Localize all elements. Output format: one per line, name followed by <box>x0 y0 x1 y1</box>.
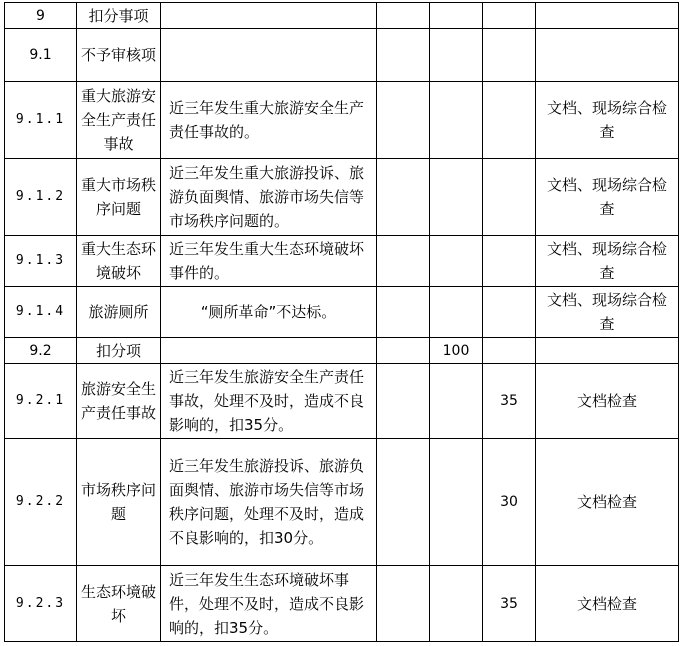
row-method: 文档、现场综合检查 <box>536 159 679 236</box>
deduction-table <box>4 2 679 642</box>
row-col5: 100 <box>430 338 483 364</box>
row-col6: 30 <box>483 439 536 566</box>
row-name: 市场秩序问题 <box>77 439 161 566</box>
table-row <box>5 29 679 82</box>
row-col4 <box>377 439 430 566</box>
row-col4 <box>377 364 430 439</box>
row-col5 <box>430 82 483 159</box>
row-item: 近三年发生重大旅游安全生产责任事故的。 <box>161 82 377 159</box>
row-name: 扣分事项 <box>77 3 161 29</box>
row-col5 <box>430 287 483 338</box>
row-name: 重大生态环境破坏 <box>77 236 161 287</box>
row-name: 扣分项 <box>77 338 161 364</box>
row-method <box>536 338 679 364</box>
row-method <box>536 29 679 82</box>
row-method: 文档、现场综合检查 <box>536 82 679 159</box>
row-code: 9 <box>5 3 77 29</box>
row-item <box>161 3 377 29</box>
row-name: 不予审核项 <box>77 29 161 82</box>
row-name: 重大旅游安全生产责任事故 <box>77 82 161 159</box>
table-row <box>5 82 679 159</box>
row-method <box>536 3 679 29</box>
row-col5 <box>430 364 483 439</box>
row-method: 文档检查 <box>536 364 679 439</box>
row-code: 9.2.2 <box>5 439 77 566</box>
row-item: 近三年发生重大生态环境破坏事件的。 <box>161 236 377 287</box>
row-code: 9.1 <box>5 29 77 82</box>
row-col6 <box>483 82 536 159</box>
row-name: 重大市场秩序问题 <box>77 159 161 236</box>
row-col6 <box>483 236 536 287</box>
row-item: 近三年发生旅游安全生产责任事故，处理不及时，造成不良影响的，扣35分。 <box>161 364 377 439</box>
table-row <box>5 338 679 364</box>
row-col4 <box>377 29 430 82</box>
row-method: 文档检查 <box>536 439 679 566</box>
row-item: 近三年发生重大旅游投诉、旅游负面舆情、旅游市场失信等市场秩序问题的。 <box>161 159 377 236</box>
row-col6: 35 <box>483 364 536 439</box>
row-col4 <box>377 566 430 642</box>
table-row <box>5 287 679 338</box>
row-col4 <box>377 3 430 29</box>
table-row <box>5 236 679 287</box>
row-col6: 35 <box>483 566 536 642</box>
row-col6 <box>483 29 536 82</box>
row-col4 <box>377 236 430 287</box>
row-code: 9.2.3 <box>5 566 77 642</box>
table-row <box>5 439 679 566</box>
row-col5 <box>430 29 483 82</box>
row-col6 <box>483 338 536 364</box>
table-row <box>5 159 679 236</box>
row-col5 <box>430 3 483 29</box>
row-name: 生态环境破坏 <box>77 566 161 642</box>
row-col4 <box>377 287 430 338</box>
row-col5 <box>430 566 483 642</box>
row-code: 9.1.3 <box>5 236 77 287</box>
row-code: 9.2 <box>5 338 77 364</box>
row-item <box>161 29 377 82</box>
row-item: 近三年发生旅游投诉、旅游负面舆情、旅游市场失信等市场秩序问题，处理不及时，造成不良影响的，扣30分。 <box>161 439 377 566</box>
row-col6 <box>483 3 536 29</box>
table-row <box>5 364 679 439</box>
row-method: 文档检查 <box>536 566 679 642</box>
row-code: 9.1.1 <box>5 82 77 159</box>
row-item: “厕所革命”不达标。 <box>161 287 377 338</box>
row-method: 文档、现场综合检查 <box>536 236 679 287</box>
row-col5 <box>430 159 483 236</box>
table-row <box>5 3 679 29</box>
row-method: 文档、现场综合检查 <box>536 287 679 338</box>
row-col4 <box>377 82 430 159</box>
row-col4 <box>377 159 430 236</box>
row-name: 旅游厕所 <box>77 287 161 338</box>
table-row <box>5 566 679 642</box>
row-col4 <box>377 338 430 364</box>
row-item <box>161 338 377 364</box>
row-code: 9.1.2 <box>5 159 77 236</box>
row-code: 9.1.4 <box>5 287 77 338</box>
row-item: 近三年发生生态环境破坏事件，处理不及时，造成不良影响的，扣35分。 <box>161 566 377 642</box>
row-name: 旅游安全生产责任事故 <box>77 364 161 439</box>
row-col5 <box>430 439 483 566</box>
row-col6 <box>483 159 536 236</box>
row-code: 9.2.1 <box>5 364 77 439</box>
row-col6 <box>483 287 536 338</box>
row-col5 <box>430 236 483 287</box>
